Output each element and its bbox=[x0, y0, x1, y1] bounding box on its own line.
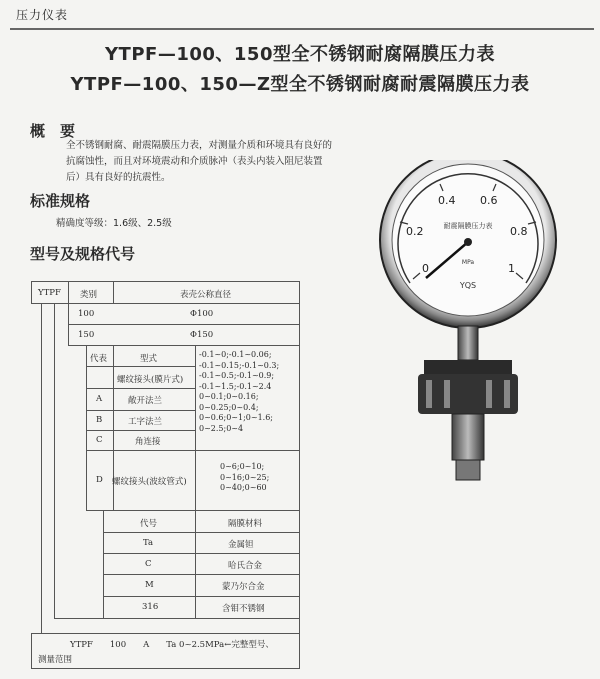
conn-code-d: D bbox=[96, 475, 103, 485]
conn-name-0: 螺纹接头(膜片式) bbox=[117, 375, 184, 385]
material-code-316: 316 bbox=[142, 602, 159, 612]
conn-code-a: A bbox=[96, 394, 103, 404]
specs-heading: 标准规格 bbox=[30, 192, 91, 210]
section-label: 压力仪表 bbox=[16, 8, 69, 22]
diameter-value-100: Φ100 bbox=[190, 309, 214, 319]
conn-type-header: 型式 bbox=[140, 354, 158, 364]
material-name-m: 蒙乃尔合金 bbox=[222, 582, 265, 592]
model-heading: 型号及规格代号 bbox=[30, 245, 136, 263]
conn-code-c: C bbox=[96, 435, 103, 445]
conn-name-a: 敞开法兰 bbox=[128, 396, 163, 406]
pressure-gauge-image bbox=[368, 160, 578, 500]
material-code-m: M bbox=[145, 580, 154, 590]
gauge-dial-name: 耐震隔膜压力表 bbox=[443, 222, 493, 230]
conn-name-b: 工字法兰 bbox=[128, 417, 163, 427]
page-title-line2: YTPF—100、150—Z型全不锈钢耐腐耐震隔膜压力表 bbox=[70, 74, 530, 95]
overview-heading: 概 要 bbox=[30, 122, 76, 140]
gauge-scale-0-4: 0.4 bbox=[438, 194, 456, 207]
example-model-line: YTPF 100 A Ta 0~2.5MPa←完整型号、 bbox=[70, 640, 274, 650]
gauge-scale-0-8: 0.8 bbox=[510, 225, 528, 238]
header-rule bbox=[10, 28, 594, 30]
material-name-ta: 金属钽 bbox=[228, 540, 254, 550]
diameter-code-150: 150 bbox=[78, 330, 95, 340]
diameter-value-150: Φ150 bbox=[190, 330, 214, 340]
material-code-header: 代号 bbox=[140, 519, 158, 529]
gauge-scale-1: 1 bbox=[508, 262, 515, 275]
conn-name-d: 螺纹接头(波纹管式) bbox=[112, 477, 187, 487]
root-code: YTPF bbox=[38, 288, 61, 298]
gauge-unit: MPa bbox=[461, 259, 475, 266]
material-header: 隔膜材料 bbox=[228, 519, 263, 529]
gauge-scale-0: 0 bbox=[422, 262, 429, 275]
range-list-1: -0.1~0;-0.1~0.06; -0.1~0.15;-0.1~0.3; -0.1~0.5;-0.1~0.9; -0.1~1.5;-0.1~2.4 0~0.1;0~0.16; 0~0.25;0~0.4; 0~0.6;0~1;0~1.6; 0~2.5;0~4 bbox=[199, 350, 280, 433]
overview-text: 全不锈钢耐腐、耐震隔膜压力表，对测量介质和环境具有良好的抗腐蚀性，而且对环境震动和介质脉冲（表头内装入阻尼装置后）具有良好的抗震性。 bbox=[66, 140, 333, 183]
diameter-code-100: 100 bbox=[78, 309, 95, 319]
gauge-scale-0-6: 0.6 bbox=[480, 194, 498, 207]
material-code-c: C bbox=[145, 559, 152, 569]
page-title-line1: YTPF—100、150型全不锈钢耐腐隔膜压力表 bbox=[105, 44, 495, 65]
col-diameter: 表壳公称直径 bbox=[180, 290, 232, 300]
gauge-brand: YQS bbox=[459, 281, 477, 290]
range-list-2: 0~6;0~10; 0~16;0~25; 0~40;0~60 bbox=[220, 462, 270, 492]
material-name-316: 含钼不锈钢 bbox=[222, 604, 265, 614]
accuracy-text: 精确度等级：1.6级、2.5级 bbox=[56, 218, 172, 229]
conn-name-c: 角连接 bbox=[135, 437, 161, 447]
material-name-c: 哈氏合金 bbox=[228, 561, 263, 571]
gauge-scale-0-2: 0.2 bbox=[406, 225, 424, 238]
example-note: 测量范围 bbox=[38, 655, 73, 665]
conn-code-header: 代表 bbox=[90, 354, 108, 364]
col-type: 类别 bbox=[80, 290, 98, 300]
conn-code-b: B bbox=[96, 415, 103, 425]
material-code-ta: Ta bbox=[143, 538, 154, 548]
